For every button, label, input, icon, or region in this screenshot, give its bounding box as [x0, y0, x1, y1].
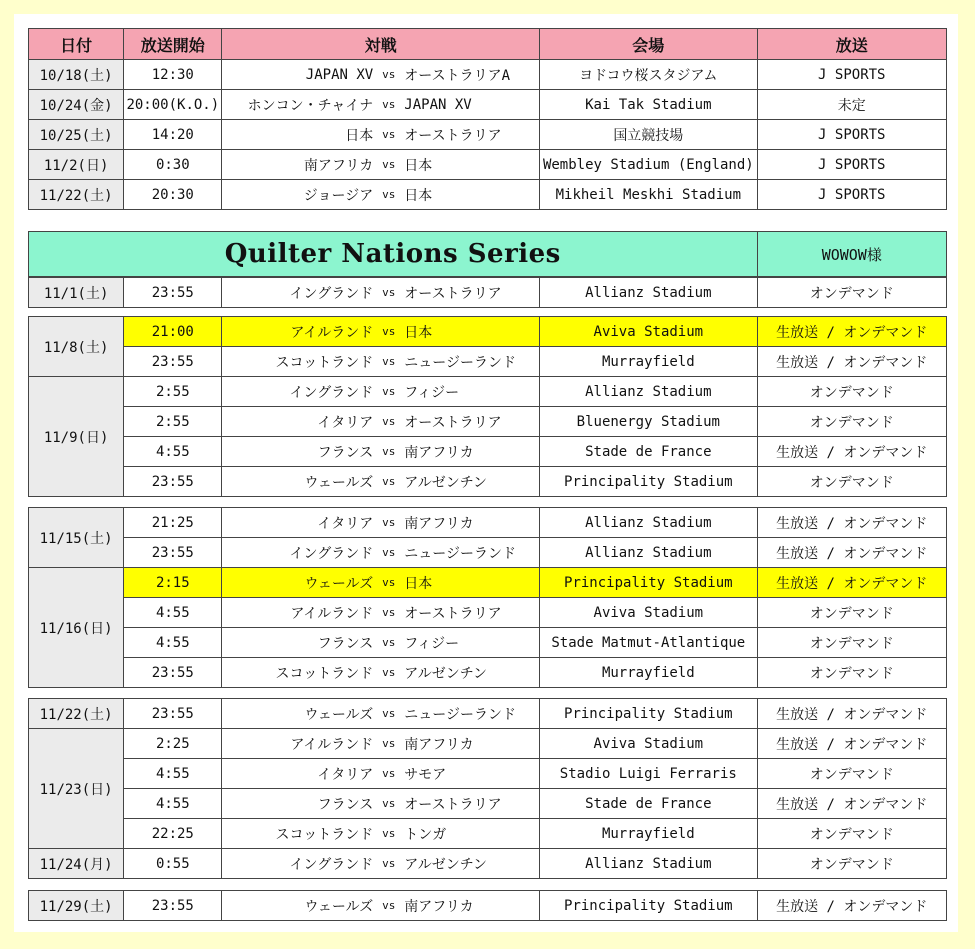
vs-label: vs: [375, 60, 402, 90]
broadcast-cell: 生放送 / オンデマンド: [757, 347, 946, 377]
start-time-cell: 22:25: [124, 819, 222, 849]
series-group-table: [28, 890, 947, 921]
vs-label: vs: [375, 317, 402, 347]
venue-cell: 国立競技場: [540, 120, 757, 150]
broadcast-cell: オンデマンド: [757, 278, 946, 308]
away-team: オーストラリア: [402, 278, 539, 308]
vs-label: vs: [375, 467, 402, 497]
home-team: ウェールズ: [222, 891, 375, 921]
venue-cell: Aviva Stadium: [540, 598, 757, 628]
home-team: フランス: [222, 437, 375, 467]
home-team: スコットランド: [222, 819, 375, 849]
date-cell: 10/18(土): [29, 60, 124, 90]
away-team: 南アフリカ: [402, 437, 539, 467]
home-team: スコットランド: [222, 347, 375, 377]
away-team: オーストラリア: [402, 407, 539, 437]
table-row: [29, 598, 947, 628]
broadcast-cell: オンデマンド: [757, 759, 946, 789]
broadcast-cell: オンデマンド: [757, 467, 946, 497]
home-team: イタリア: [222, 407, 375, 437]
home-team: イングランド: [222, 278, 375, 308]
home-team: イタリア: [222, 508, 375, 538]
venue-cell: Aviva Stadium: [540, 729, 757, 759]
vs-label: vs: [375, 407, 402, 437]
table-row: [29, 658, 947, 688]
vs-label: vs: [375, 377, 402, 407]
home-team: 南アフリカ: [222, 150, 375, 180]
table-row: [29, 90, 947, 120]
venue-cell: Allianz Stadium: [540, 377, 757, 407]
home-team: ホンコン・チャイナ: [222, 90, 375, 120]
table-row: [29, 789, 947, 819]
away-team: アルゼンチン: [402, 849, 539, 879]
date-cell: 11/22(土): [29, 699, 124, 729]
vs-label: vs: [375, 347, 402, 377]
start-time-cell: 12:30: [124, 60, 222, 90]
home-team: JAPAN XV: [222, 60, 375, 90]
broadcast-cell: 生放送 / オンデマンド: [757, 508, 946, 538]
table-row: [29, 467, 947, 497]
away-team: フィジー: [402, 628, 539, 658]
venue-cell: Mikheil Meskhi Stadium: [540, 180, 757, 210]
venue-cell: Principality Stadium: [540, 467, 757, 497]
vs-label: vs: [375, 150, 402, 180]
home-team: ジョージア: [222, 180, 375, 210]
venue-cell: Allianz Stadium: [540, 849, 757, 879]
start-time-cell: 2:25: [124, 729, 222, 759]
venue-cell: Aviva Stadium: [540, 317, 757, 347]
series-group-table: [28, 507, 947, 688]
away-team: サモア: [402, 759, 539, 789]
vs-label: vs: [375, 658, 402, 688]
away-team: アルゼンチン: [402, 658, 539, 688]
away-team: フィジー: [402, 377, 539, 407]
home-team: フランス: [222, 628, 375, 658]
table-row: [29, 317, 947, 347]
date-cell: 11/9(日): [29, 377, 124, 497]
date-cell: 11/29(土): [29, 891, 124, 921]
vs-label: vs: [375, 437, 402, 467]
away-team: JAPAN XV: [402, 90, 539, 120]
venue-cell: Murrayfield: [540, 347, 757, 377]
vs-label: vs: [375, 90, 402, 120]
start-time-cell: 4:55: [124, 437, 222, 467]
broadcast-cell: J SPORTS: [757, 60, 946, 90]
date-cell: 11/16(日): [29, 568, 124, 688]
venue-cell: Stade Matmut-Atlantique: [540, 628, 757, 658]
broadcast-cell: オンデマンド: [757, 819, 946, 849]
away-team: 南アフリカ: [402, 508, 539, 538]
away-team: 南アフリカ: [402, 891, 539, 921]
home-team: アイルランド: [222, 598, 375, 628]
table-row: [29, 819, 947, 849]
start-time-cell: 21:25: [124, 508, 222, 538]
header-row: [29, 29, 947, 60]
vs-label: vs: [375, 819, 402, 849]
start-time-cell: 4:55: [124, 598, 222, 628]
broadcast-cell: 生放送 / オンデマンド: [757, 568, 946, 598]
home-team: イングランド: [222, 538, 375, 568]
away-team: 日本: [402, 568, 539, 598]
series-title: Quilter Nations Series: [29, 232, 758, 277]
date-cell: 11/15(土): [29, 508, 124, 568]
start-time-cell: 20:00(K.O.): [124, 90, 222, 120]
table-row: [29, 150, 947, 180]
date-cell: 11/2(日): [29, 150, 124, 180]
broadcast-cell: オンデマンド: [757, 849, 946, 879]
venue-cell: Wembley Stadium (England): [540, 150, 757, 180]
vs-label: vs: [375, 699, 402, 729]
header-match: 対戦: [222, 29, 540, 60]
venue-cell: ヨドコウ桜スタジアム: [540, 60, 757, 90]
table-row: [29, 508, 947, 538]
table-row: [29, 377, 947, 407]
venue-cell: Principality Stadium: [540, 568, 757, 598]
venue-cell: Murrayfield: [540, 658, 757, 688]
date-cell: 10/24(金): [29, 90, 124, 120]
table-row: [29, 849, 947, 879]
away-team: ニュージーランド: [402, 347, 539, 377]
table-row: [29, 407, 947, 437]
header-start: 放送開始: [124, 29, 222, 60]
venue-cell: Allianz Stadium: [540, 538, 757, 568]
home-team: イングランド: [222, 377, 375, 407]
away-team: オーストラリアA: [402, 60, 539, 90]
home-team: ウェールズ: [222, 699, 375, 729]
vs-label: vs: [375, 120, 402, 150]
table-row: [29, 278, 947, 308]
start-time-cell: 23:55: [124, 538, 222, 568]
start-time-cell: 20:30: [124, 180, 222, 210]
date-cell: 10/25(土): [29, 120, 124, 150]
away-team: オーストラリア: [402, 120, 539, 150]
series-title-table: [28, 231, 947, 277]
home-team: ウェールズ: [222, 467, 375, 497]
start-time-cell: 4:55: [124, 759, 222, 789]
header-broadcast: 放送: [757, 29, 946, 60]
start-time-cell: 0:55: [124, 849, 222, 879]
away-team: ニュージーランド: [402, 538, 539, 568]
venue-cell: Murrayfield: [540, 819, 757, 849]
start-time-cell: 21:00: [124, 317, 222, 347]
vs-label: vs: [375, 729, 402, 759]
vs-label: vs: [375, 628, 402, 658]
start-time-cell: 23:55: [124, 699, 222, 729]
vs-label: vs: [375, 538, 402, 568]
home-team: 日本: [222, 120, 375, 150]
broadcast-cell: オンデマンド: [757, 658, 946, 688]
series-broadcaster: WOWOW様: [757, 232, 946, 277]
away-team: 日本: [402, 180, 539, 210]
table-row: [29, 628, 947, 658]
table-row: [29, 347, 947, 377]
broadcast-cell: 生放送 / オンデマンド: [757, 729, 946, 759]
date-cell: 11/8(土): [29, 317, 124, 377]
table-row: [29, 759, 947, 789]
home-team: ウェールズ: [222, 568, 375, 598]
start-time-cell: 14:20: [124, 120, 222, 150]
start-time-cell: 0:30: [124, 150, 222, 180]
vs-label: vs: [375, 759, 402, 789]
header-venue: 会場: [540, 29, 757, 60]
vs-label: vs: [375, 789, 402, 819]
home-team: イングランド: [222, 849, 375, 879]
vs-label: vs: [375, 849, 402, 879]
start-time-cell: 2:15: [124, 568, 222, 598]
away-team: 南アフリカ: [402, 729, 539, 759]
venue-cell: Stadio Luigi Ferraris: [540, 759, 757, 789]
series-group-table: [28, 277, 947, 308]
venue-cell: Stade de France: [540, 789, 757, 819]
broadcast-cell: J SPORTS: [757, 180, 946, 210]
start-time-cell: 23:55: [124, 467, 222, 497]
broadcast-cell: 生放送 / オンデマンド: [757, 317, 946, 347]
start-time-cell: 23:55: [124, 891, 222, 921]
home-team: アイルランド: [222, 317, 375, 347]
broadcast-cell: 生放送 / オンデマンド: [757, 789, 946, 819]
start-time-cell: 23:55: [124, 658, 222, 688]
table-row: [29, 538, 947, 568]
vs-label: vs: [375, 508, 402, 538]
broadcast-cell: J SPORTS: [757, 120, 946, 150]
away-team: オーストラリア: [402, 789, 539, 819]
away-team: ニュージーランド: [402, 699, 539, 729]
table-row: [29, 437, 947, 467]
broadcast-cell: オンデマンド: [757, 407, 946, 437]
start-time-cell: 2:55: [124, 407, 222, 437]
broadcast-cell: オンデマンド: [757, 377, 946, 407]
broadcast-cell: 生放送 / オンデマンド: [757, 538, 946, 568]
japan-schedule-table: [28, 28, 947, 210]
venue-cell: Principality Stadium: [540, 699, 757, 729]
table-row: [29, 699, 947, 729]
broadcast-cell: 未定: [757, 90, 946, 120]
away-team: オーストラリア: [402, 598, 539, 628]
venue-cell: Stade de France: [540, 437, 757, 467]
series-group-table: [28, 698, 947, 879]
home-team: フランス: [222, 789, 375, 819]
home-team: イタリア: [222, 759, 375, 789]
header-date: 日付: [29, 29, 124, 60]
away-team: アルゼンチン: [402, 467, 539, 497]
date-cell: 11/23(日): [29, 729, 124, 849]
start-time-cell: 4:55: [124, 789, 222, 819]
start-time-cell: 23:55: [124, 278, 222, 308]
away-team: 日本: [402, 150, 539, 180]
home-team: アイルランド: [222, 729, 375, 759]
table-row: [29, 60, 947, 90]
broadcast-cell: J SPORTS: [757, 150, 946, 180]
venue-cell: Principality Stadium: [540, 891, 757, 921]
start-time-cell: 4:55: [124, 628, 222, 658]
broadcast-cell: オンデマンド: [757, 628, 946, 658]
venue-cell: Allianz Stadium: [540, 508, 757, 538]
broadcast-cell: 生放送 / オンデマンド: [757, 437, 946, 467]
start-time-cell: 23:55: [124, 347, 222, 377]
home-team: スコットランド: [222, 658, 375, 688]
venue-cell: Allianz Stadium: [540, 278, 757, 308]
date-cell: 11/24(月): [29, 849, 124, 879]
broadcast-cell: 生放送 / オンデマンド: [757, 699, 946, 729]
start-time-cell: 2:55: [124, 377, 222, 407]
table-row: [29, 729, 947, 759]
venue-cell: Bluenergy Stadium: [540, 407, 757, 437]
vs-label: vs: [375, 180, 402, 210]
vs-label: vs: [375, 278, 402, 308]
vs-label: vs: [375, 598, 402, 628]
broadcast-cell: 生放送 / オンデマンド: [757, 891, 946, 921]
date-cell: 11/1(土): [29, 278, 124, 308]
broadcast-cell: オンデマンド: [757, 598, 946, 628]
vs-label: vs: [375, 568, 402, 598]
table-row: [29, 891, 947, 921]
series-group-table: [28, 316, 947, 497]
date-cell: 11/22(土): [29, 180, 124, 210]
table-row: [29, 568, 947, 598]
table-row: [29, 120, 947, 150]
table-row: [29, 180, 947, 210]
venue-cell: Kai Tak Stadium: [540, 90, 757, 120]
away-team: トンガ: [402, 819, 539, 849]
away-team: 日本: [402, 317, 539, 347]
vs-label: vs: [375, 891, 402, 921]
